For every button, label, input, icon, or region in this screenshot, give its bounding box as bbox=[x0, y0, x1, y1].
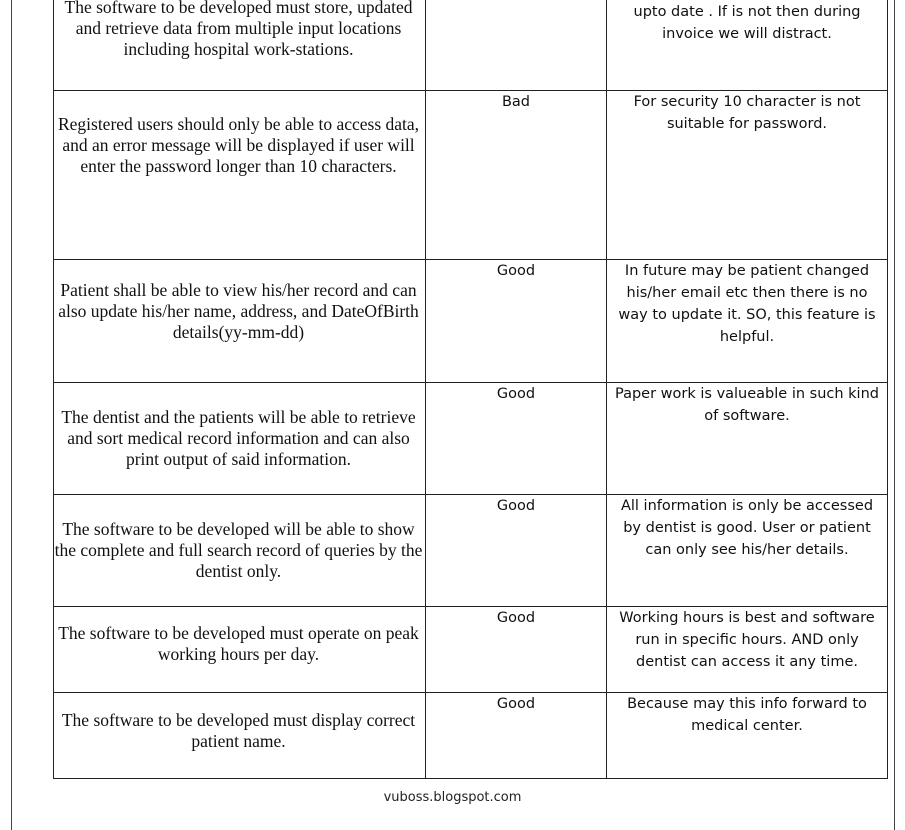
comment-text: In future may be patient changed his/her email etc then there is no way to update it. SO, this feature is helpful. bbox=[618, 263, 876, 345]
comment-cell bbox=[607, 91, 888, 260]
comment-cell bbox=[607, 260, 888, 383]
requirements-review-table bbox=[53, 0, 888, 779]
comment-cell bbox=[607, 693, 888, 779]
requirement-cell bbox=[54, 260, 426, 383]
rating-text: Good bbox=[496, 610, 536, 626]
requirement-text: The software to be developed will be able to show the complete and full search record of queries by the dentist only. bbox=[54, 519, 423, 581]
rating-cell bbox=[426, 495, 607, 607]
requirement-text: The dentist and the patients will be able to retrieve and sort medical record information and can also print output of said information. bbox=[61, 407, 416, 469]
requirement-text: The software to be developed must store, updated and retrieve data from multiple input locations including hospital work-stations. bbox=[64, 0, 413, 59]
comment-text: All information is only be accessed by dentist is good. User or patient can only see his/her details. bbox=[620, 498, 874, 558]
comment-cell bbox=[607, 495, 888, 607]
table-row bbox=[54, 693, 888, 779]
table-row bbox=[54, 91, 888, 260]
requirement-text: The software to be developed must display correct patient name. bbox=[61, 709, 416, 751]
rating-cell bbox=[426, 383, 607, 495]
requirement-text: Patient shall be able to view his/her record and can also update his/her name, address, and DateOfBirth details(yy-mm-dd) bbox=[58, 279, 419, 342]
comment-text: Paper work is valueable in such kind of software. bbox=[615, 386, 879, 424]
rating-text: Good bbox=[496, 386, 536, 402]
requirement-text: Registered users should only be able to access data, and an error message will be displayed if user will enter the password longer than 10 characters. bbox=[57, 113, 420, 176]
table-row bbox=[54, 383, 888, 495]
comment-cell bbox=[607, 607, 888, 693]
comment-cell bbox=[607, 0, 888, 91]
table-row bbox=[54, 260, 888, 383]
rating-cell bbox=[426, 260, 607, 383]
rating-cell bbox=[426, 0, 607, 91]
rating-cell bbox=[426, 607, 607, 693]
rating-text: Good bbox=[496, 498, 536, 514]
rating-cell bbox=[426, 693, 607, 779]
table-row bbox=[54, 0, 888, 91]
requirement-cell bbox=[54, 495, 426, 607]
comment-text: Because may this info forward to medical center. bbox=[627, 696, 867, 734]
comment-text: Working hours is best and software run in specific hours. AND only dentist can access it any time. bbox=[619, 610, 875, 670]
page-footer: vuboss.blogspot.com bbox=[383, 790, 522, 805]
page-margin-line-right bbox=[894, 0, 895, 830]
page-margin-line-left bbox=[11, 0, 12, 830]
requirement-cell bbox=[54, 607, 426, 693]
comment-text: upto date . If is not then during invoice we will distract. bbox=[633, 4, 861, 42]
table-row bbox=[54, 495, 888, 607]
rating-text: Bad bbox=[501, 94, 531, 110]
requirement-cell bbox=[54, 693, 426, 779]
requirement-cell bbox=[54, 91, 426, 260]
requirement-text: The software to be developed must operate on peak working hours per day. bbox=[58, 622, 419, 664]
rating-text: Good bbox=[496, 696, 536, 712]
comment-text: For security 10 character is not suitable for password. bbox=[633, 94, 861, 132]
comment-cell bbox=[607, 383, 888, 495]
rating-text: Good bbox=[496, 263, 536, 279]
requirement-cell bbox=[54, 383, 426, 495]
table-row bbox=[54, 607, 888, 693]
requirement-cell bbox=[54, 0, 426, 91]
rating-cell bbox=[426, 91, 607, 260]
